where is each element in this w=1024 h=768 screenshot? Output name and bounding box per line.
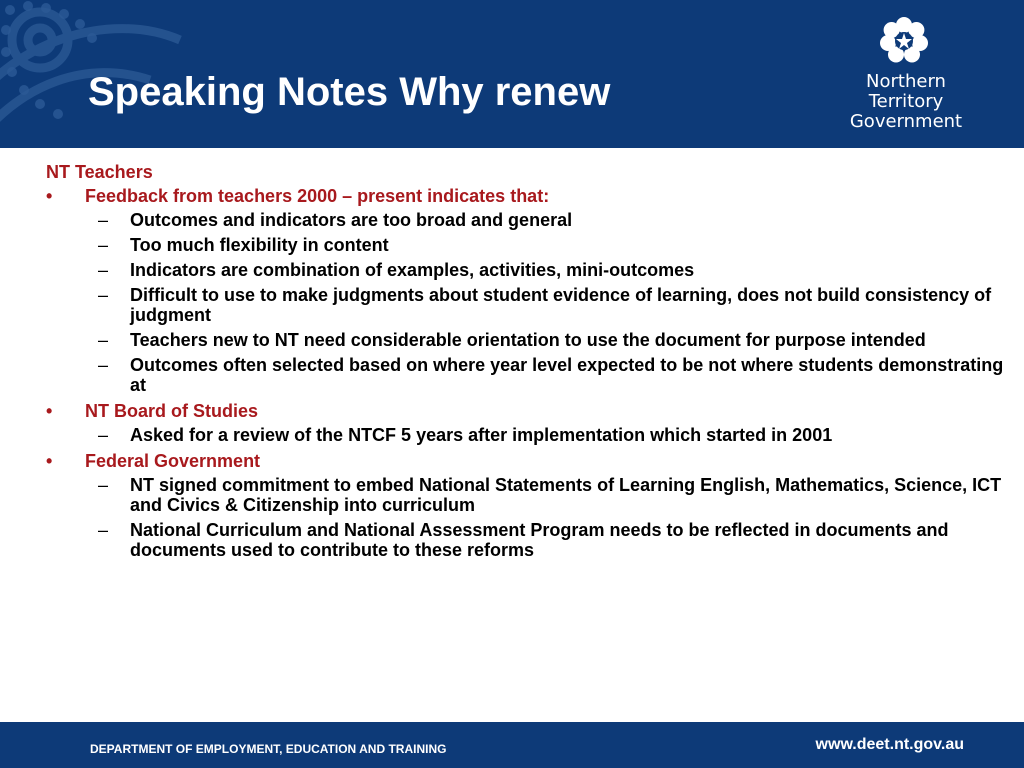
- bullet-label: NT Board of Studies: [85, 401, 259, 421]
- bullet-icon: •: [46, 186, 53, 206]
- sub-bullet-text: Teachers new to NT need considerable orientation to use the document for purpose intended: [130, 330, 926, 350]
- dash-icon: –: [98, 355, 109, 375]
- dash-icon: –: [98, 235, 109, 255]
- sub-bullet-text: NT signed commitment to embed National Statements of Learning English, Mathematics, Science, ICT and Civics & Citizenship into curriculum: [130, 475, 1002, 515]
- sub-bullet-text: Asked for a review of the NTCF 5 years after implementation which started in 2001: [130, 425, 833, 445]
- slide-content: [46, 160, 1016, 565]
- dash-icon: –: [98, 285, 109, 305]
- page-title: Speaking Notes Why renew: [88, 70, 611, 114]
- logo-text: [836, 72, 976, 132]
- dash-icon: –: [98, 260, 109, 280]
- sub-bullet-item: [46, 520, 1016, 560]
- bullet-item: [46, 450, 1016, 472]
- sub-bullet-text: Outcomes and indicators are too broad and general: [130, 210, 573, 230]
- logo-line: Territory: [868, 91, 944, 112]
- section-heading: NT Teachers: [46, 162, 153, 182]
- dash-icon: –: [98, 210, 109, 230]
- header-band: [0, 0, 1024, 148]
- bullet-icon: •: [46, 451, 53, 471]
- sub-bullet-text: Indicators are combination of examples, activities, mini-outcomes: [130, 260, 695, 280]
- logo-line: Government: [849, 111, 963, 132]
- sub-bullet-item: [46, 260, 1016, 280]
- footer-department: DEPARTMENT OF EMPLOYMENT, EDUCATION AND TRAINING: [90, 742, 447, 756]
- sub-bullet-text: Difficult to use to make judgments about student evidence of learning, does not build consistency of judgment: [130, 285, 992, 325]
- sub-bullet-item: [46, 475, 1016, 515]
- nt-government-logo: [836, 12, 976, 136]
- dash-icon: –: [98, 520, 109, 540]
- desert-rose-icon: [879, 16, 929, 66]
- bullet-item: [46, 400, 1016, 422]
- footer-url-link[interactable]: www.deet.nt.gov.au: [815, 736, 964, 753]
- footer-band: [0, 722, 1024, 768]
- sub-bullet-item: [46, 210, 1016, 230]
- sub-bullet-text: Too much flexibility in content: [130, 235, 389, 255]
- dash-icon: –: [98, 475, 109, 495]
- sub-bullet-item: [46, 330, 1016, 350]
- dash-icon: –: [98, 425, 109, 445]
- sub-bullet-item: [46, 355, 1016, 395]
- bullet-item: [46, 185, 1016, 207]
- sub-bullet-item: [46, 285, 1016, 325]
- dash-icon: –: [98, 330, 109, 350]
- logo-line: Northern: [866, 71, 946, 92]
- sub-bullet-item: [46, 425, 1016, 445]
- bullet-label: Federal Government: [85, 451, 261, 471]
- sub-bullet-text: National Curriculum and National Assessment Program needs to be reflected in documents and documents used to contribute to these reforms: [130, 520, 949, 560]
- sub-bullet-text: Outcomes often selected based on where year level expected to be not where students demonstrating at: [130, 355, 1004, 395]
- bullet-icon: •: [46, 401, 53, 421]
- sub-bullet-item: [46, 235, 1016, 255]
- bullet-label: Feedback from teachers 2000 – present indicates that:: [85, 186, 550, 206]
